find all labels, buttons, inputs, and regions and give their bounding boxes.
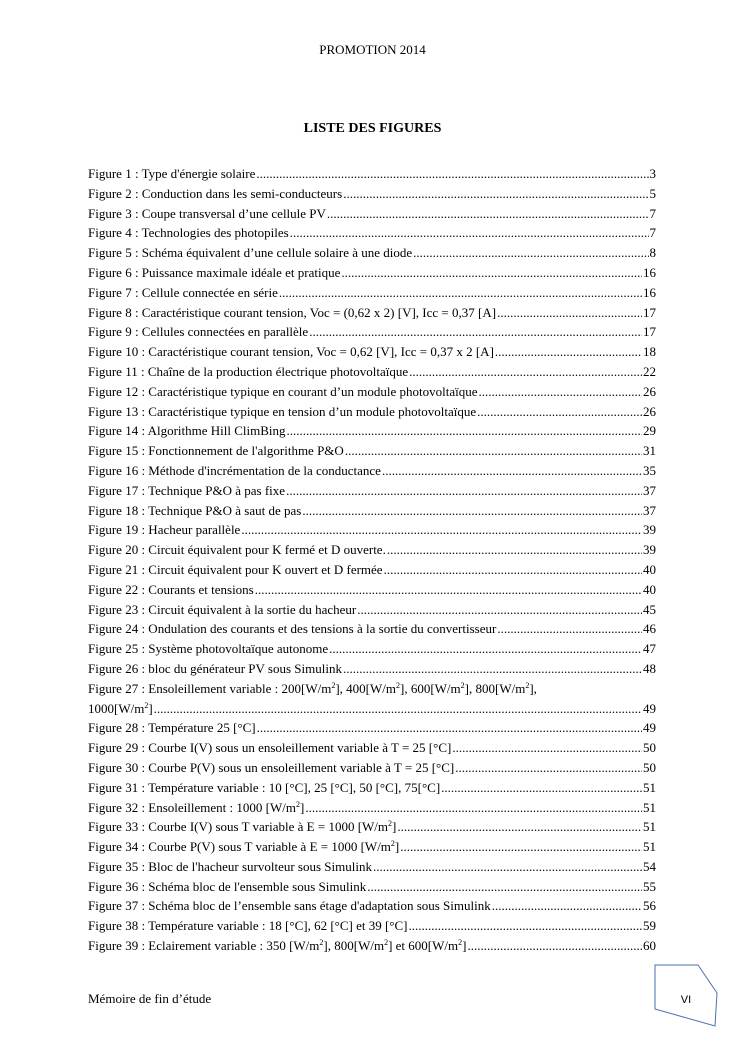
- toc-entry[interactable]: [88, 421, 656, 441]
- toc-page-number: 51: [643, 799, 656, 815]
- dot-leader: [367, 877, 642, 897]
- toc-entry[interactable]: [88, 600, 656, 620]
- toc-entry[interactable]: [88, 877, 656, 897]
- toc-page-number: 51: [643, 819, 656, 835]
- toc-page-number: 16: [643, 284, 656, 300]
- toc-entry[interactable]: [88, 520, 656, 540]
- toc-entry-label: Figure 30 : Courbe P(V) sous un ensoleillement variable à T = 25 [°C]: [88, 759, 455, 775]
- dot-leader: [441, 778, 642, 798]
- toc-entry[interactable]: [88, 857, 656, 877]
- toc-page-number: 39: [643, 542, 656, 558]
- toc-entry-label: Figure 19 : Hacheur parallèle: [88, 522, 241, 538]
- toc-entry-label: Figure 29 : Courbe I(V) sous un ensoleillement variable à T = 25 [°C]: [88, 740, 452, 756]
- toc-entry-label: Figure 37 : Schéma bloc de l’ensemble sans étage d'adaptation sous Simulink: [88, 898, 491, 914]
- toc-page-number: 51: [643, 779, 656, 795]
- toc-page-number: 7: [649, 205, 656, 221]
- toc-entry[interactable]: [88, 243, 656, 263]
- toc-entry-label: Figure 28 : Température 25 [°C]: [88, 720, 256, 736]
- toc-page-number: 35: [643, 462, 656, 478]
- dot-leader: [279, 283, 642, 303]
- toc-entry[interactable]: [88, 263, 656, 283]
- dot-leader: [286, 481, 642, 501]
- toc-entry[interactable]: [88, 560, 656, 580]
- dot-leader: [290, 223, 649, 243]
- toc-page-number: 51: [643, 839, 656, 855]
- toc-entry-label: Figure 23 : Circuit équivalent à la sortie du hacheur: [88, 601, 357, 617]
- dot-leader: [357, 600, 642, 620]
- toc-entry-label: Figure 4 : Technologies des photopiles: [88, 225, 289, 241]
- toc-page-number: 31: [643, 443, 656, 459]
- dot-leader: [495, 342, 642, 362]
- dot-leader: [309, 322, 642, 342]
- toc-page-number: 5: [649, 185, 656, 201]
- toc-entry[interactable]: [88, 441, 656, 461]
- dot-leader: [479, 382, 642, 402]
- page-number-badge: [653, 963, 719, 1029]
- toc-entry[interactable]: [88, 758, 656, 778]
- toc-entry-label: Figure 36 : Schéma bloc de l'ensemble sous Simulink: [88, 878, 367, 894]
- toc-page-number: 37: [643, 502, 656, 518]
- toc-entry-label: Figure 10 : Caractéristique courant tension, Voc = 0,62 [V], Icc = 0,37 x 2 [A]: [88, 344, 494, 360]
- toc-entry[interactable]: [88, 659, 656, 679]
- dot-leader: [455, 758, 642, 778]
- toc-page-number: 8: [649, 245, 656, 261]
- figure-list: [88, 164, 656, 956]
- dot-leader: [409, 362, 642, 382]
- toc-page-number: 59: [643, 918, 656, 934]
- dot-leader: [373, 857, 642, 877]
- toc-entry[interactable]: [88, 916, 656, 936]
- dot-leader: [343, 659, 642, 679]
- dot-leader: [341, 263, 642, 283]
- toc-page-number: 3: [649, 166, 656, 181]
- toc-entry-label: Figure 38 : Température variable : 18 [°C], 62 [°C] et 39 [°C]: [88, 918, 408, 934]
- toc-entry-label: Figure 3 : Coupe transversal d’une cellule PV: [88, 205, 326, 221]
- toc-page-number: 55: [643, 878, 656, 894]
- toc-page-number: 16: [643, 264, 656, 280]
- toc-entry[interactable]: [88, 778, 656, 798]
- toc-entry-figure-27-line1[interactable]: Figure 27 : Ensoleillement variable : $200[W/m^2]$, $400[W/m^2]$, $600[W/m^2]$, $800[W/m^2]$,: [88, 680, 537, 696]
- dot-leader: [382, 461, 642, 481]
- toc-entry[interactable]: [88, 342, 656, 362]
- toc-page-number: 39: [643, 522, 656, 538]
- dot-leader: [497, 619, 642, 639]
- toc-entry-label: Figure 17 : Technique P&O à pas fixe: [88, 482, 286, 498]
- toc-entry-label: Figure 9 : Cellules connectées en parallèle: [88, 324, 309, 340]
- dot-leader: [413, 243, 648, 263]
- toc-entry[interactable]: [88, 639, 656, 659]
- dot-leader: [327, 204, 649, 224]
- toc-page-number: 49: [643, 700, 656, 716]
- toc-entry[interactable]: [88, 738, 656, 758]
- toc-entry-label: Figure 21 : Circuit équivalent pour K ouvert et D fermée: [88, 561, 383, 577]
- page-footer: Mémoire de fin d’étude: [88, 991, 212, 1006]
- toc-entry-label: Figure 16 : Méthode d'incrémentation de la conductance: [88, 462, 381, 478]
- toc-entry-label: Figure 15 : Fonctionnement de l'algorithme P&O: [88, 443, 344, 459]
- toc-entry-label: Figure 14 : Algorithme Hill ClimBing: [88, 423, 286, 439]
- toc-page-number: 40: [643, 581, 656, 597]
- toc-entry[interactable]: [88, 580, 656, 600]
- toc-entry[interactable]: [88, 184, 656, 204]
- dot-leader: [409, 916, 642, 936]
- toc-page-number: 17: [643, 324, 656, 340]
- dot-leader: [492, 896, 642, 916]
- toc-page-number: 48: [643, 660, 656, 676]
- toc-page-number: 18: [643, 344, 656, 360]
- toc-entry-label: Figure 6 : Puissance maximale idéale et pratique: [88, 264, 341, 280]
- toc-page-number: 47: [643, 641, 656, 657]
- toc-entry[interactable]: [88, 223, 656, 243]
- toc-entry-label: Figure 7 : Cellule connectée en série: [88, 284, 278, 300]
- toc-page-number: 49: [643, 720, 656, 736]
- toc-page-number: 46: [643, 621, 656, 637]
- toc-page-number: 26: [643, 403, 656, 419]
- toc-page-number: 37: [643, 482, 656, 498]
- toc-page-number: 54: [643, 858, 656, 874]
- toc-entry[interactable]: [88, 481, 656, 501]
- toc-entry-label: Figure 18 : Technique P&O à saut de pas: [88, 502, 302, 518]
- dot-leader: [302, 501, 642, 521]
- toc-entry[interactable]: [88, 718, 656, 738]
- toc-entry[interactable]: [88, 619, 656, 639]
- toc-entry-figure-39[interactable]: Figure 39 : Eclairement variable : 350 $[W/m^2]$, $800[W/m^2]$ et $600[W/m^2]$ ..... 60: [88, 936, 656, 956]
- toc-page-number: 40: [643, 561, 656, 577]
- toc-entry[interactable]: [88, 402, 656, 422]
- dot-leader: [257, 718, 642, 738]
- toc-entry-label: Figure 24 : Ondulation des courants et des tensions à la sortie du convertisseur: [88, 621, 497, 637]
- toc-entry-figure-27-line2[interactable]: $1000[W/m^2]$ ..... 49: [88, 699, 656, 719]
- page-title: LISTE DES FIGURES: [303, 121, 442, 136]
- toc-entry[interactable]: [88, 204, 656, 224]
- dot-leader: [452, 738, 642, 758]
- toc-entry-label: Figure 25 : Système photovoltaïque autonome: [88, 641, 329, 657]
- dot-leader: [497, 303, 642, 323]
- toc-entry-figure-32[interactable]: Figure 32 : Ensoleillement : 1000 $[W/m^2]$ ..... 51: [88, 798, 656, 818]
- toc-page-number: 17: [643, 304, 656, 320]
- toc-entry[interactable]: [88, 362, 656, 382]
- toc-page-number: 60: [643, 938, 656, 954]
- toc-entry-label: Figure 31 : Température variable : 10 [°C], 25 [°C], 50 [°C], 75[°C]: [88, 779, 441, 795]
- dot-leader: [287, 421, 642, 441]
- dot-leader: [329, 639, 642, 659]
- page-number: VI: [680, 994, 692, 1006]
- toc-page-number: 45: [643, 601, 656, 617]
- toc-page-number: 22: [643, 363, 656, 379]
- toc-page-number: 29: [643, 423, 656, 439]
- toc-entry[interactable]: [88, 501, 656, 521]
- dot-leader: [241, 520, 642, 540]
- toc-entry-label: Figure 5 : Schéma équivalent d’une cellule solaire à une diode: [88, 245, 413, 261]
- toc-entry-label: Figure 20 : Circuit équivalent pour K fermé et D ouverte.: [88, 542, 386, 558]
- dot-leader: [384, 560, 642, 580]
- toc-entry[interactable]: [88, 540, 656, 560]
- toc-entry-label: Figure 11 : Chaîne de la production électrique photovoltaïque: [88, 363, 409, 379]
- toc-entry[interactable]: [88, 283, 656, 303]
- toc-entry-label: Figure 12 : Caractéristique typique en courant d’un module photovoltaïque: [88, 383, 478, 399]
- toc-entry[interactable]: [88, 896, 656, 916]
- toc-entry[interactable]: [88, 461, 656, 481]
- dot-leader: [345, 441, 642, 461]
- toc-entry-label: Figure 13 : Caractéristique typique en tension d’un module photovoltaïque: [88, 403, 477, 419]
- toc-entry[interactable]: [88, 164, 656, 184]
- toc-page-number: 7: [649, 225, 656, 241]
- toc-entry-label: Figure 26 : bloc du générateur PV sous Simulink: [88, 660, 342, 676]
- toc-entry-figure-34[interactable]: Figure 34 : Courbe P(V) sous T variable à E = 1000 $[W/m^2]$ ..... 51: [88, 837, 656, 857]
- dot-leader: [477, 402, 642, 422]
- toc-entry-label: Figure 2 : Conduction dans les semi-conducteurs: [88, 185, 343, 201]
- toc-entry-label: Figure 35 : Bloc de l'hacheur survolteur sous Simulink: [88, 858, 372, 874]
- page-header: PROMOTION 2014: [319, 42, 426, 57]
- toc-entry[interactable]: [88, 322, 656, 342]
- toc-page-number: 50: [643, 740, 656, 756]
- toc-page-number: 26: [643, 383, 656, 399]
- dot-leader: [387, 540, 642, 560]
- toc-entry-figure-33[interactable]: Figure 33 : Courbe I(V) sous T variable à E = 1000 $[W/m^2]$ ..... 51: [88, 817, 656, 837]
- toc-entry-label: Figure 8 : Caractéristique courant tension, Voc = (0,62 x 2) [V], Icc = 0,37 [A]: [88, 304, 497, 320]
- toc-entry[interactable]: [88, 382, 656, 402]
- toc-page-number: 56: [643, 898, 656, 914]
- toc-entry-label: Figure 22 : Courants et tensions: [88, 581, 254, 597]
- dot-leader: [256, 164, 648, 184]
- dot-leader: [343, 184, 648, 204]
- toc-entry-label: Figure 1 : Type d'énergie solaire: [88, 166, 256, 181]
- toc-entry[interactable]: [88, 303, 656, 323]
- dot-leader: [255, 580, 642, 600]
- toc-page-number: 50: [643, 759, 656, 775]
